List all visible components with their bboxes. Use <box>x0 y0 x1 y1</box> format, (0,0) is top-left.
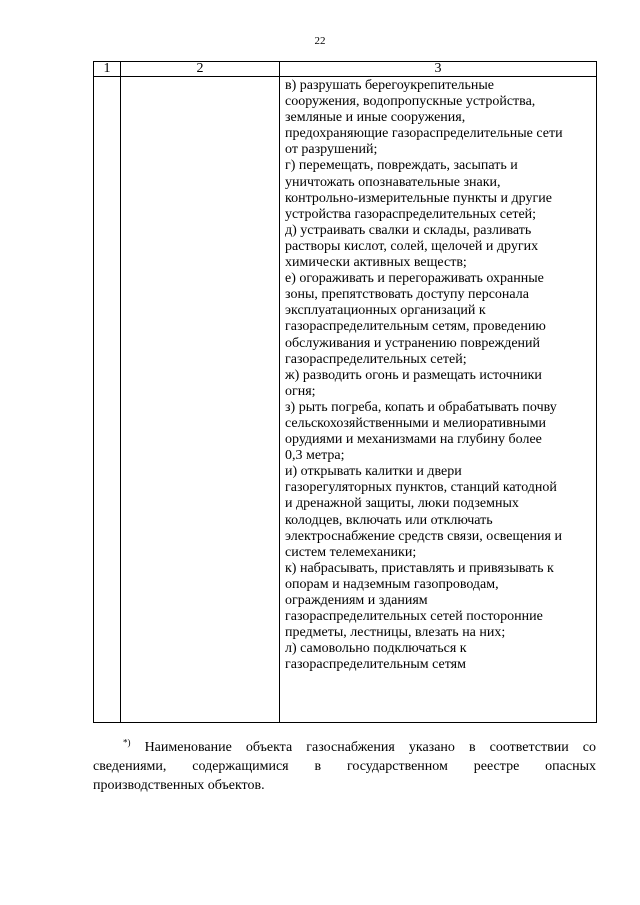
column3-text-line: и) открывать калитки и двери <box>285 464 462 480</box>
column3-text-line: земляные и иные сооружения, <box>285 110 466 126</box>
table-row <box>94 77 597 723</box>
column3-text-line: огня; <box>285 383 316 399</box>
column3-text-line: опорам и надземным газопроводам, <box>285 576 499 592</box>
column3-text-line: газораспределительным сетям <box>285 657 466 673</box>
column3-text-line: контрольно-измерительные пункты и другие <box>285 190 552 206</box>
footnote-marker: *) <box>123 737 131 748</box>
column3-text-line: газораспределительных сетей; <box>285 351 467 367</box>
column3-text-line: газорегуляторных пунктов, станций катодной <box>285 480 557 496</box>
column-header-1: 1 <box>94 62 121 77</box>
footnote-line-1 <box>93 738 596 757</box>
column3-text-line: от разрушений; <box>285 142 378 158</box>
column3-text-line: предметы, лестницы, влезать на них; <box>285 625 506 641</box>
column3-text-line: зоны, препятствовать доступу персонала <box>285 287 529 303</box>
column3-text-line: з) рыть погреба, копать и обрабатывать почву <box>285 399 557 415</box>
column3-text-line: д) устраивать свалки и склады, разливать <box>285 222 532 238</box>
column3-text-line: ж) разводить огонь и размещать источники <box>285 367 542 383</box>
column3-text-line: растворы кислот, солей, щелочей и других <box>285 238 539 254</box>
table-header-row <box>94 62 597 77</box>
footnote <box>93 738 596 795</box>
column3-text-line: устройства газораспределительных сетей; <box>285 206 537 222</box>
column3-text-line: эксплуатационных организаций к <box>285 303 486 319</box>
column3-text-line: колодцев, включать или отключать <box>285 512 493 528</box>
column3-text-line: сооружения, водопропускные устройства, <box>285 94 536 110</box>
column-header-3: 3 <box>280 62 597 77</box>
column3-text-line: газораспределительным сетям, проведению <box>285 319 546 335</box>
column3-text-line: обслуживания и устранению повреждений <box>285 335 541 351</box>
column3-text-line: ограждениям и зданиям <box>285 593 428 608</box>
column3-text-line: газораспределительных сетей посторонние <box>285 609 543 625</box>
footnote-line-2: сведениями, содержащимися в государственном реестре опасных <box>93 759 596 774</box>
footnote-text-1: Наименование объекта газоснабжения указано в соответствии со <box>144 740 596 755</box>
column3-text-line: химически активных веществ; <box>285 255 467 271</box>
table-cell-col1 <box>94 77 121 723</box>
column3-text-line: в) разрушать берегоукрепительные <box>285 78 495 93</box>
requirements-table <box>93 61 597 723</box>
column-header-2: 2 <box>121 62 280 77</box>
column3-text-line: орудиями и механизмами на глубину более <box>285 432 542 448</box>
column3-text-line: электроснабжение средств связи, освещения и <box>285 528 562 544</box>
column3-text-line: е) огораживать и перегораживать охранные <box>285 271 544 287</box>
column3-text-line: систем телемеханики; <box>285 544 417 560</box>
page-number: 22 <box>314 35 326 47</box>
footnote-line-3: производственных объектов. <box>93 778 265 793</box>
column3-text-line: уничтожать опознавательные знаки, <box>285 174 501 190</box>
column3-text-line: 0,3 метра; <box>285 448 345 464</box>
column3-text-line: г) перемещать, повреждать, засыпать и <box>285 158 518 174</box>
table-cell-col3 <box>280 77 597 723</box>
table-cell-col2 <box>121 77 280 723</box>
column3-text-line: к) набрасывать, приставлять и привязывать к <box>285 560 554 576</box>
column3-text-line: и дренажной защиты, люки подземных <box>285 496 519 512</box>
column3-text-line: предохраняющие газораспределительные сети <box>285 126 563 142</box>
column3-text-line: сельскохозяйственными и мелиоративными <box>285 415 547 431</box>
column3-text-line: л) самовольно подключаться к <box>285 641 467 657</box>
